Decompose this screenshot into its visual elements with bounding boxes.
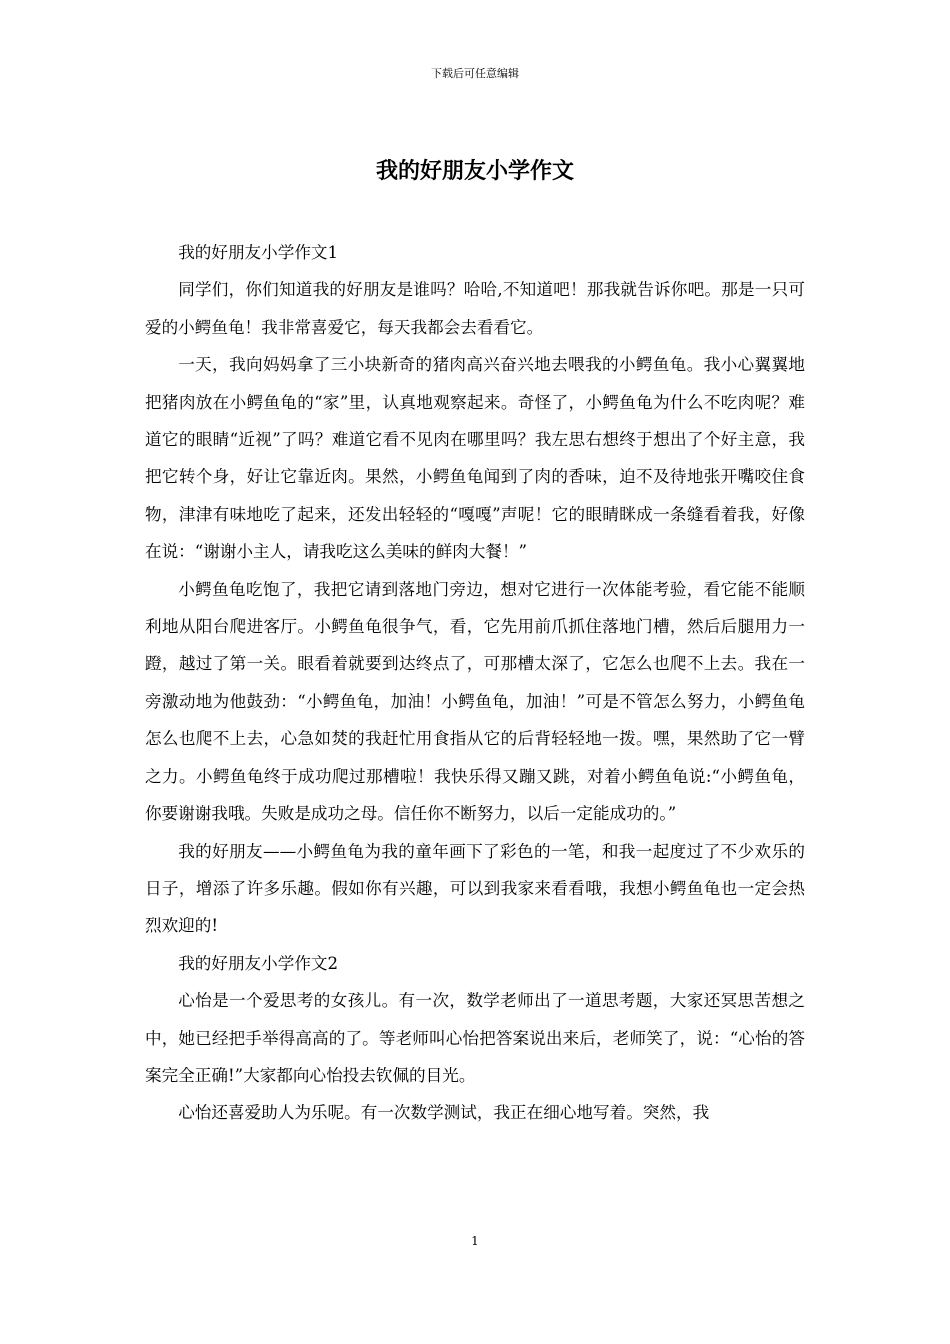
section-heading-1: 我的好朋友小学作文1 <box>178 243 339 262</box>
paragraph: 我的好朋友——小鳄鱼龟为我的童年画下了彩色的一笔，和我一起度过了不少欢乐的日子，增添了许多乐趣。假如你有兴趣，可以到我家来看看哦，我想小鳄鱼龟也一定会热烈欢迎的! <box>145 841 805 936</box>
page-number: 1 <box>471 1234 479 1248</box>
paragraph: 心怡还喜爱助人为乐呢。有一次数学测试，我正在细心地写着。突然，我 <box>178 1103 710 1123</box>
paragraph: 一天，我向妈妈拿了三小块新奇的猪肉高兴奋兴地去喂我的小鳄鱼龟。我小心翼翼地把猪肉放在小鳄鱼龟的“家”里，认真地观察起来。奇怪了，小鳄鱼龟为什么不吃肉呢？难道它的眼睛“近视”了吗？难道它看不见肉在哪里吗？我左思右想终于想出了个好主意，我把它转个身，好让它靠近肉。果然，小鳄鱼龟闻到了肉的香味，迫不及待地张开嘴咬住食物，津津有味地吃了起来，还发出轻轻的“嘎嘎”声呢！它的眼睛眯成一条缝看着我，好像在说：“谢谢小主人，请我吃这么美味的鲜肉大餐！” <box>145 355 805 562</box>
document-title: 我的好朋友小学作文 <box>375 158 574 184</box>
page-header: 下载后可任意编辑 <box>431 67 519 80</box>
section-heading-2: 我的好朋友小学作文2 <box>178 953 339 973</box>
paragraph: 心怡是一个爱思考的女孩儿。有一次，数学老师出了一道思考题，大家还冥思苦想之中，她已经把手举得高高的了。等老师叫心怡把答案说出来后，老师笑了，说：“心怡的答案完全正确!”大家都向心怡投去钦佩的目光。 <box>145 991 805 1085</box>
document-body <box>145 234 805 1132</box>
paragraph: 同学们，你们知道我的好朋友是谁吗？哈哈,不知道吧！那我就告诉你吧。那是一只可爱的小鳄鱼龟！我非常喜爱它，每天我都会去看看它。 <box>145 280 805 337</box>
paragraph: 小鳄鱼龟吃饱了，我把它请到落地门旁边，想对它进行一次体能考验，看它能不能顺利地从阳台爬进客厅。小鳄鱼龟很争气，看，它先用前爪抓住落地门槽，然后后腿用力一蹬，越过了第一关。眼看着就要到达终点了，可那槽太深了，它怎么也爬不上去。我在一旁激动地为他鼓劲：“小鳄鱼龟，加油！小鳄鱼龟，加油！”可是不管怎么努力，小鳄鱼龟怎么也爬不上去，心急如焚的我赶忙用食指从它的后背轻轻地一拨。嘿，果然助了它一臂之力。小鳄鱼龟终于成功爬过那槽啦！我快乐得又蹦又跳，对着小鳄鱼龟说:“小鳄鱼龟，你要谢谢我哦。失败是成功之母。信任你不断努力，以后一定能成功的。” <box>145 579 805 824</box>
